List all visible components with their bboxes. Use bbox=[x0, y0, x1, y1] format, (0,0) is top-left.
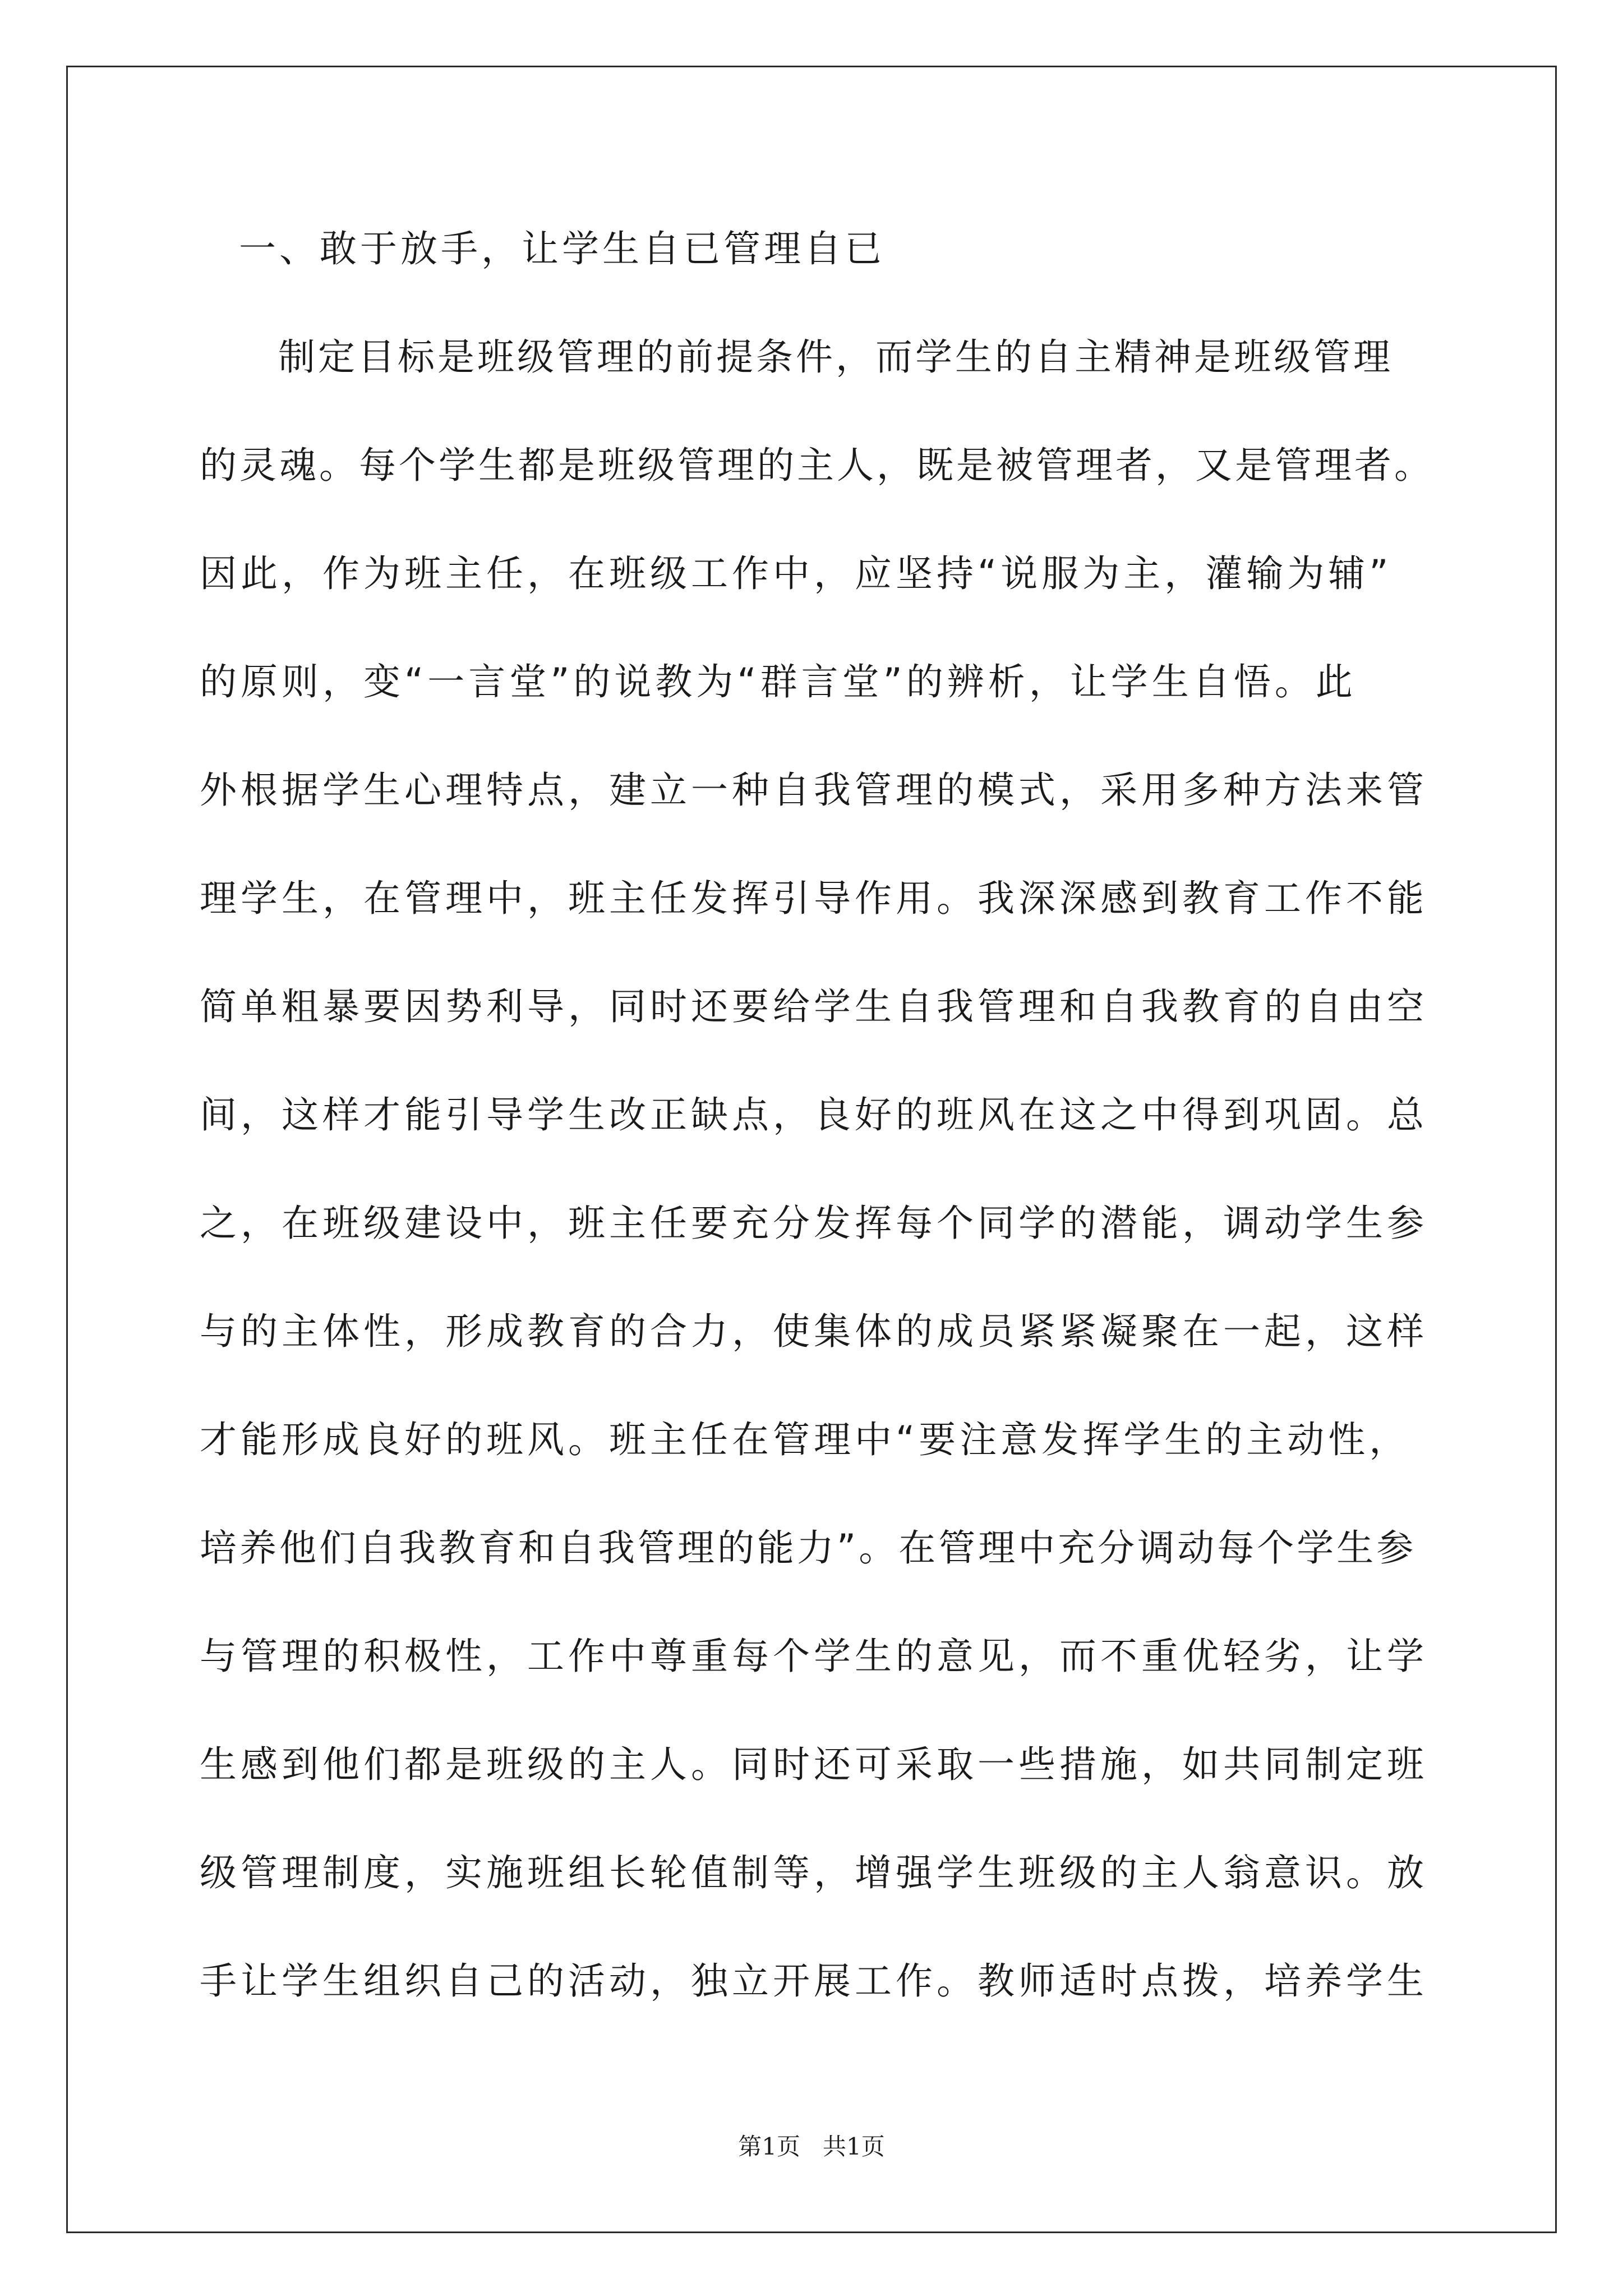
paragraph-line: 与的主体性，形成教育的合力，使集体的成员紧紧凝聚在一起，这样 bbox=[200, 1310, 1428, 1353]
paragraph-line: 级管理制度，实施班组长轮值制等，增强学生班级的主人翁意识。放 bbox=[200, 1851, 1428, 1894]
paragraph-line: 理学生，在管理中，班主任发挥引导作用。我深深感到教育工作不能 bbox=[200, 877, 1428, 920]
section-heading: 一、敢于放手，让学生自已管理自已 bbox=[239, 227, 885, 270]
paragraph-line: 生感到他们都是班级的主人。同时还可采取一些措施，如共同制定班 bbox=[200, 1743, 1428, 1786]
paragraph-line: 简单粗暴要因势利导，同时还要给学生自我管理和自我教育的自由空 bbox=[200, 985, 1428, 1028]
paragraph-line: 间，这样才能引导学生改正缺点，良好的班风在这之中得到巩固。总 bbox=[200, 1093, 1428, 1137]
paragraph-line: 的灵魂。每个学生都是班级管理的主人，既是被管理者，又是管理者。 bbox=[200, 444, 1434, 487]
paragraph-line: 与管理的积极性，工作中尊重每个学生的意见，而不重优轻劣，让学 bbox=[200, 1635, 1428, 1678]
paragraph-line: 制定目标是班级管理的前提条件，而学生的自主精神是班级管理 bbox=[278, 335, 1393, 379]
paragraph-line: 的原则，变“一言堂”的说教为“群言堂”的辨析，让学生自悟。此 bbox=[200, 660, 1357, 703]
paragraph-line: 因此，作为班主任，在班级工作中，应坚持“说服为主，灌输为辅” bbox=[200, 552, 1393, 595]
paragraph-line: 之，在班级建设中，班主任要充分发挥每个同学的潜能，调动学生参 bbox=[200, 1202, 1428, 1245]
paragraph-line: 才能形成良好的班风。班主任在管理中“要注意发挥学生的主动性， bbox=[200, 1418, 1410, 1461]
page-number-footer: 第1页 共1页 bbox=[738, 2133, 885, 2160]
paragraph-line: 手让学生组织自己的活动，独立开展工作。教师适时点拨，培养学生 bbox=[200, 1959, 1428, 2003]
paragraph-line: 培养他们自我教育和自我管理的能力”。在管理中充分调动每个学生参 bbox=[200, 1526, 1417, 1570]
paragraph-line: 外根据学生心理特点，建立一种自我管理的模式，采用多种方法来管 bbox=[200, 769, 1428, 812]
page-border bbox=[66, 66, 1557, 2233]
